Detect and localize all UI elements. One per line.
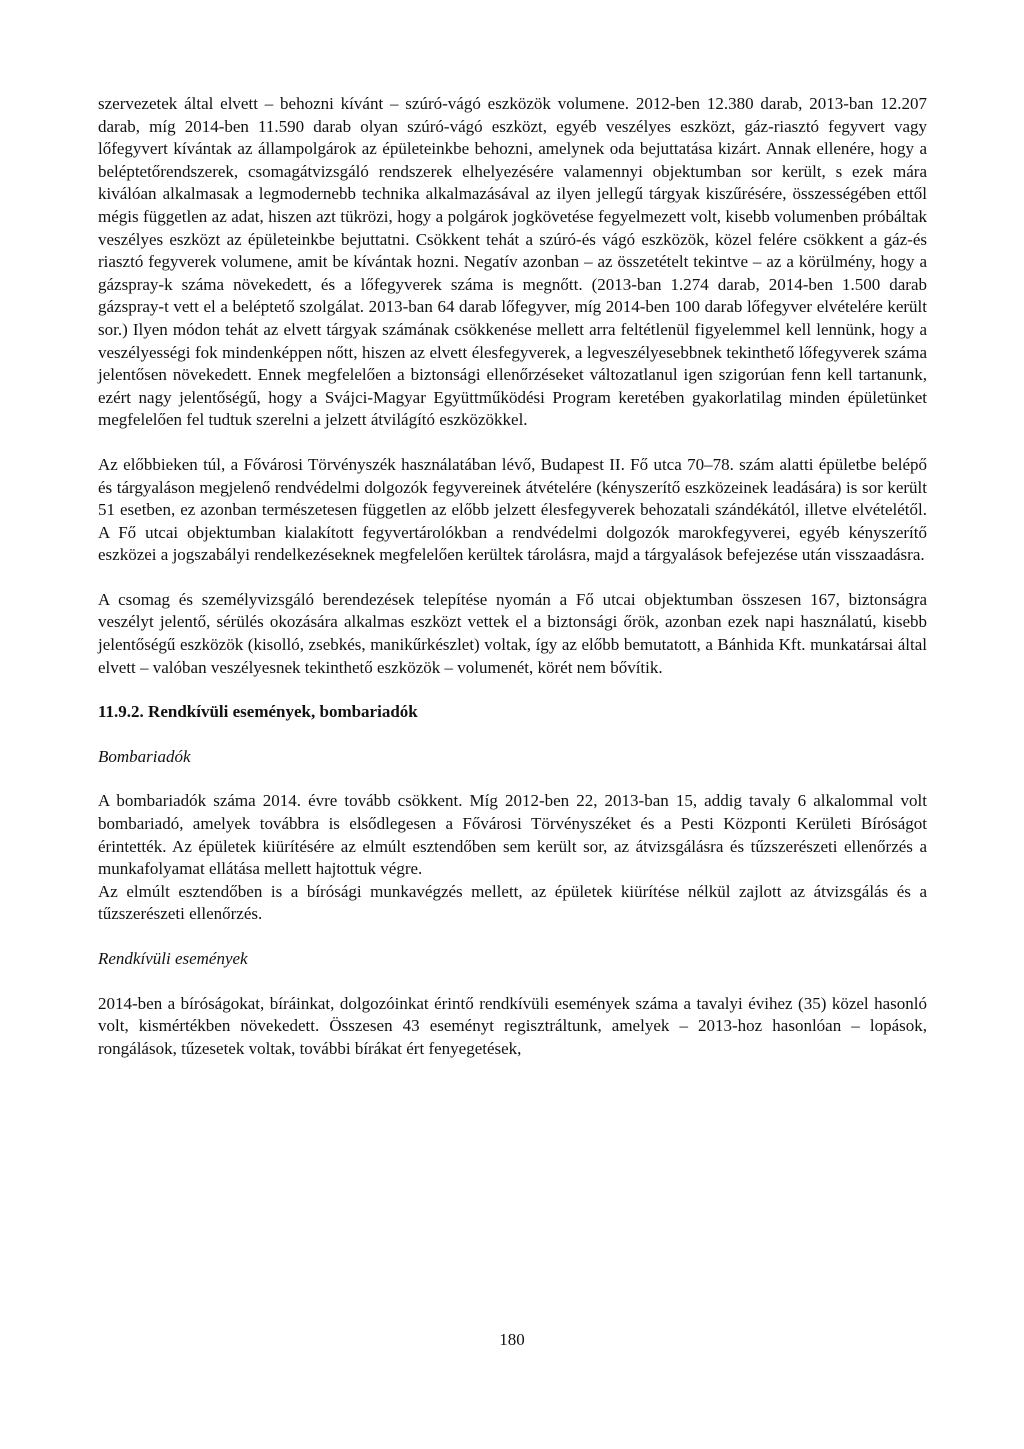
paragraph-confiscated-items: szervezetek által elvett – behozni kívánt – szúró-vágó eszközök volumene. 2012-ben 12.380 darab, 2013-ban 12.207 darab, míg 2014-ben 11.590 darab olyan szúró-vágó eszközt, egyéb veszélyes eszközt, gáz-riasztó fegyvert vagy lőfegyvert kívántak az állampolgárok az épületeinkbe behozni, amelynek oda bejuttatása kizárt. Annak ellenére, hogy a beléptetőrendszerek, csomagátvizsgáló rendszerek elhelyezésére valamennyi objektumban sor került, s ezek mára kiválóan alkalmasak a legmodernebb technika alkalmazásával az ilyen jellegű tárgyak kiszűrésére, összességében ettől mégis független az adat, hiszen azt tükrözi, hogy a polgárok jogkövetése fegyelmezett volt, kisebb volumenben próbáltak veszélyes eszközt az épületeinkbe bejuttatni. Csökkent tehát a szúró-és vágó eszközök, közel felére csökkent a gáz-és riasztó fegyverek volumene, amit be kívántak hozni. Negatív azonban – az összetételt tekintve – az a körülmény, hogy a gázspray-k száma növekedett, és a lőfegyverek száma is megnőtt. (2013-ban 1.274 darab, 2014-ben 1.500 darab gázspray-t vett el a beléptető szolgálat. 2013-ban 64 darab lőfegyver, míg 2014-ben 100 darab lőfegyver elvételére került sor.) Ilyen módon tehát az elvett tárgyak számának csökkenése mellett arra feltétlenül figyelemmel kell lennünk, hogy a veszélyességi fok mindenképpen nőtt, hiszen az elvett élesfegyverek, a legveszélyesebbnek tekinthető lőfegyverek száma jelentősen növekedett. Ennek megfelelően a biztonsági ellenőrzéseket változatlanul igen szigorúan fenn kell tartanunk, ezért nagy jelentőségű, hogy a Svájci-Magyar Együttműködési Program keretében gyakorlatilag minden épületünket megfelelően fel tudtuk szerelni a jelzett átvilágító eszközökkel. [98,94,927,430]
subheading-extraordinary-events: Rendkívüli események [98,949,248,968]
subheading-bomb-threats: Bombariadók [98,746,191,766]
paragraph-extraordinary-events: 2014-ben a bíróságokat, bíráinkat, dolgozóinkat érintő rendkívüli események száma a tavalyi évihez (35) közel hasonló volt, kismértékben növekedett. Összesen 43 eseményt regisztráltunk, amelyek – 2013-hoz hasonlóan – lopások, rongálások, tűzesetek voltak, további bírákat ért fenyegetések, [98,993,927,1058]
paragraph-bomb-threats: A bombariadók száma 2014. évre tovább csökkent. Míg 2012-ben 22, 2013-ban 15, addig tavaly 6 alkalommal volt bombariadó, amelyek továbbra is elsődlegesen a Fővárosi Törvényszéket és a Pesti Központi Kerületi Bíróságot érintették. Az épületek kiürítésére az elmúlt esztendőben sem került sor, az átvizsgálásra és tűzszerészeti ellenőrzés a munkafolyamat ellátása mellett hajtottuk végre. [98,791,927,879]
paragraph-screening-equipment: A csomag és személyvizsgáló berendezések telepítése nyomán a Fő utcai objektumban összesen 167, biztonságra veszélyt jelentő, sérülés okozására alkalmas eszközt vettek el a biztonsági őrök, azonban ezek napi használatú, kisebb jelentőségű eszközök (kisolló, zsebkés, manikűrkészlet) voltak, így az előbb bemutatott, a Bánhida Kft. munkatársai által elvett – valóban veszélyesnek tekinthető eszközök – volumenét, körét nem bővítik. [98,589,927,677]
page-number: 180 [499,1330,525,1349]
paragraph-fo-utca-weapons: Az előbbieken túl, a Fővárosi Törvényszék használatában lévő, Budapest II. Fő utca 70–78. szám alatti épületbe belépő és tárgyaláson megjelenő rendvédelmi dolgozók fegyvereinek átvételére (kényszerítő eszközeinek leadására) is sor került 51 esetben, ez azonban természetesen független az előbb jelzett élesfegyverek behozatali szándékától, illetve elvételétől. A Fő utcai objektumban kialakított fegyvertárolókban a rendvédelmi dolgozók marokfegyverei, egyéb kényszerítő eszközei a jogszabályi rendelkezéseknek megfelelően kerültek tárolásra, majd a tárgyalások befejezése után visszaadásra. [98,454,927,565]
section-heading: 11.9.2. Rendkívüli események, bombariadók [98,702,418,722]
document-page [98,93,927,1060]
paragraph-bomb-inspection: Az elmúlt esztendőben is a bírósági munkavégzés mellett, az épületek kiürítése nélkül zajlott az átvizsgálás és a tűzszerészeti ellenőrzés. [98,881,927,924]
